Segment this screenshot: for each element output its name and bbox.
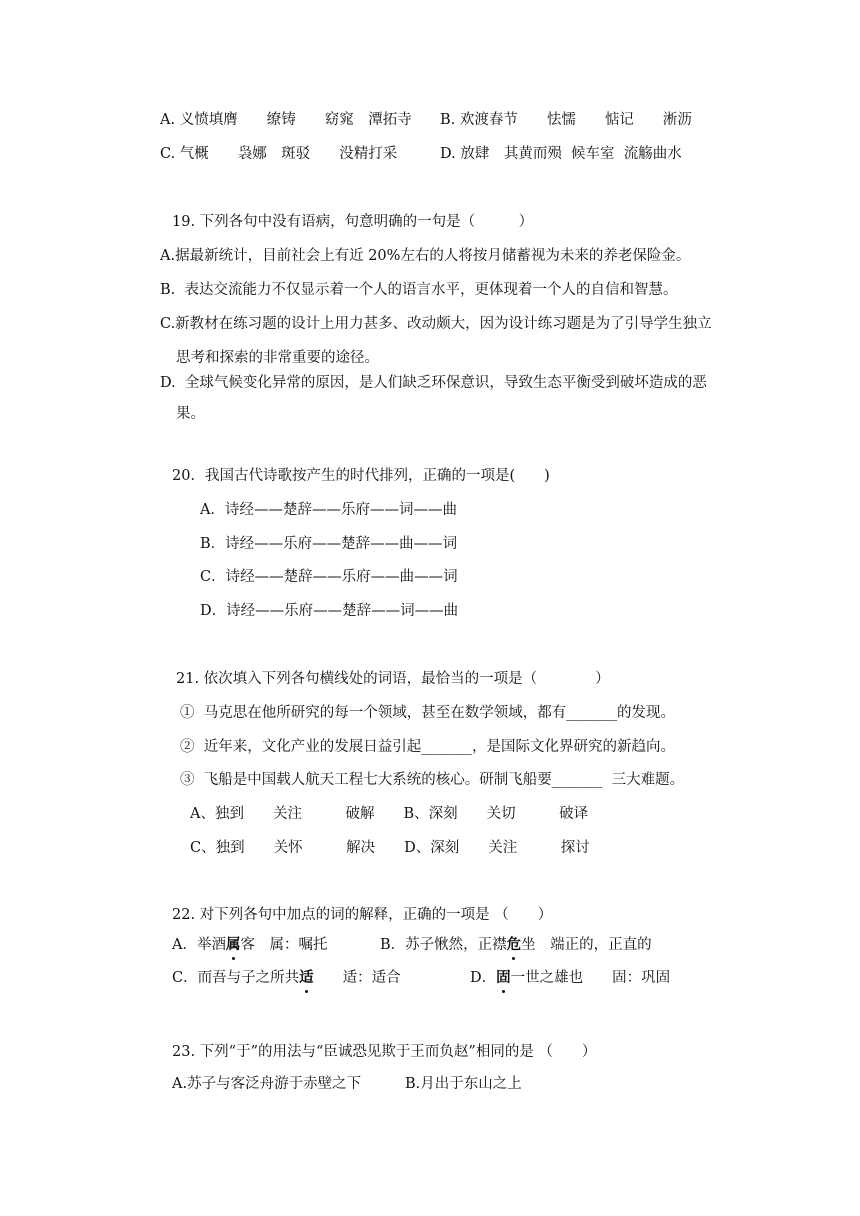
q22-a-prefix: A．举酒: [172, 937, 226, 953]
q21-stem: 21. 依次填入下列各句横线处的词语，最恰当的一项是（ ）: [176, 671, 610, 687]
q21-options-cd: C、独到 关怀 解决 D、深刻 关注 探讨: [190, 840, 590, 856]
dotted-word: 适: [299, 969, 314, 986]
q22-a-suffix: 客 属：嘱托: [240, 937, 328, 953]
q19-option-c: C.新教材在练习题的设计上用力甚多、改动颇大，因为设计练习题是为了引导学生独立: [160, 316, 712, 332]
q22-c-suffix: 适：适合: [313, 970, 401, 986]
q22-b-suffix: 坐 端正的，正直的: [521, 937, 652, 953]
q20-option-b: B．诗经——乐府——楚辞——曲——词: [200, 536, 458, 552]
dotted-word: 固: [496, 969, 511, 986]
q22-d-prefix: D．: [470, 970, 497, 986]
q22-option-c: [172, 968, 401, 988]
q20-stem: 20．我国古代诗歌按产生的时代排列，正确的一项是( ): [172, 468, 550, 484]
q22-stem: 22. 对下列各句中加点的词的解释，正确的一项是 （ ）: [172, 907, 553, 923]
dotted-word: 属: [225, 936, 241, 953]
q19-option-d-cont: 果。: [176, 406, 205, 422]
q22-option-d: [470, 968, 670, 988]
q18-option-d: D. 放肆 其黄而殒 候车室 流觞曲水: [440, 146, 682, 162]
q21-sentence-3: ③ 飞船是中国载人航天工程七大系统的核心。研制飞船要_______ 三大难题。: [180, 772, 685, 788]
q20-option-d: D．诗经——乐府——楚辞——词——曲: [200, 603, 459, 619]
q18-option-a: A. 义愤填膺 缭铸 窈窕 潭拓寺: [160, 112, 412, 128]
q19-option-c-cont: 思考和探索的非常重要的途径。: [176, 350, 379, 366]
q19-stem: 19. 下列各句中没有语病，句意明确的一句是（ ）: [172, 214, 534, 230]
q21-options-ab: A、独到 关注 破解 B、深刻 关切 破译: [190, 806, 589, 822]
q23-stem: 23. 下列“于”的用法与“臣诚恐见欺于王而负赵”相同的是 （ ）: [172, 1044, 597, 1060]
q18-option-c: C. 气概 袅娜 斑驳 没精打采: [160, 146, 398, 162]
q21-sentence-2: ② 近年来，文化产业的发展日益引起_______，是国际文化界研究的新趋向。: [180, 739, 675, 755]
dotted-word: 危: [506, 936, 522, 953]
q19-option-b: B. 表达交流能力不仅显示着一个人的语言水平，更体现着一个人的自信和智慧。: [160, 282, 678, 298]
q21-sentence-1: ① 马克思在他所研究的每一个领域，甚至在数学领域，都有_______的发现。: [180, 705, 675, 721]
q20-option-c: C．诗经——楚辞——乐府——曲——词: [200, 569, 458, 585]
q22-option-a: [172, 935, 327, 955]
q23-option-a: A.苏子与客泛舟游于赤壁之下: [172, 1076, 362, 1092]
q22-b-prefix: B．苏子愀然，正襟: [380, 937, 507, 953]
q22-option-b: [380, 935, 652, 955]
q20-option-a: A．诗经——楚辞——乐府——词——曲: [200, 502, 457, 518]
q23-option-b: B.月出于东山之上: [405, 1076, 522, 1092]
q19-option-a: A.据最新统计，目前社会上有近 20%左右的人将按月储蓄视为未来的养老保险金。: [160, 248, 691, 264]
q18-option-b: B. 欢渡春节 怯懦 惦记 淅沥: [440, 112, 692, 128]
q19-option-d: D. 全球气候变化异常的原因，是人们缺乏环保意识，导致生态平衡受到破坏造成的恶: [160, 375, 707, 391]
q22-d-suffix: 一世之雄也 固：巩固: [510, 970, 671, 986]
q22-c-prefix: C．而吾与子之所共: [172, 970, 300, 986]
